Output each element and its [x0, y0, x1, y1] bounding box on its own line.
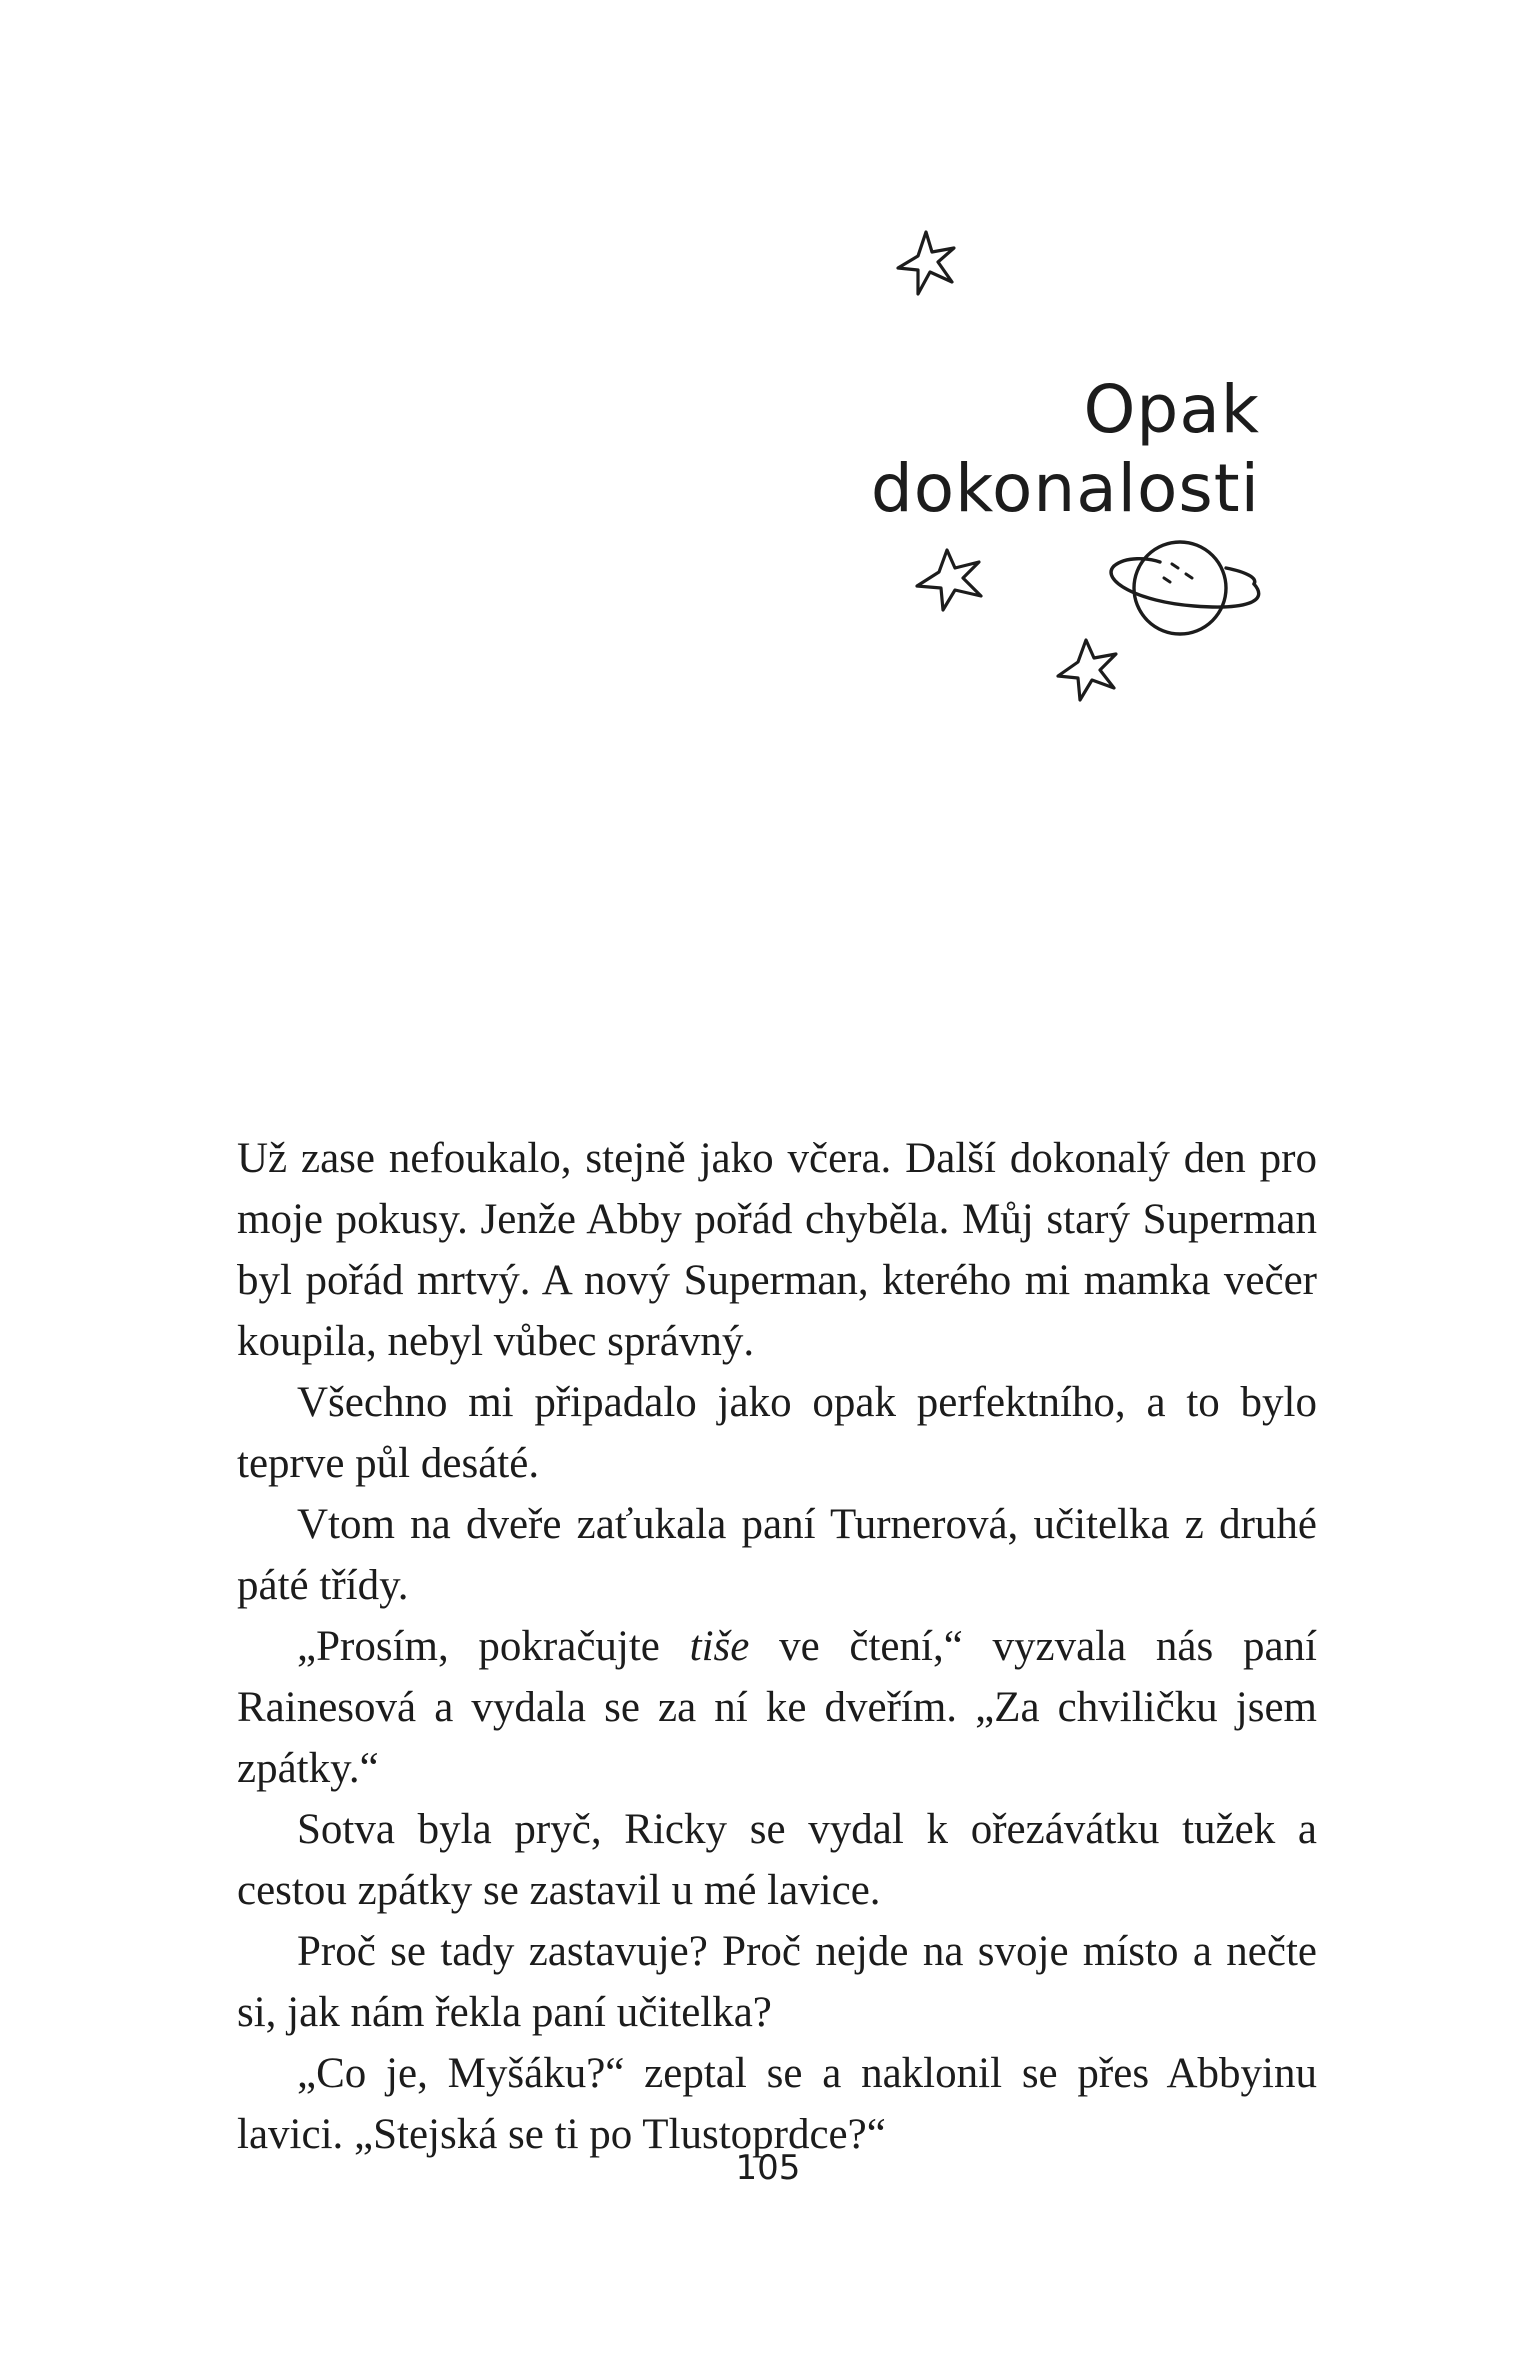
star-icon [888, 224, 968, 304]
chapter-body [237, 1128, 1317, 2165]
star-icon [1050, 632, 1130, 712]
star-icon [907, 540, 997, 620]
dialogue-text: ve čtení,“ vyzvala nás paní Rainesová a vydala se za ní ke dveřím. „Za chviličku jsem zpátky.“ [237, 1623, 1317, 1792]
paragraph: Proč se tady zastavuje? Proč nejde na svoje místo a nečte si, jak nám řekla paní učitelka? [237, 1928, 1317, 2036]
paragraph [237, 1616, 1317, 1799]
paragraph: „Co je, Myšáku?“ zeptal se a naklonil se přes Abbyinu lavici. „Stejská se ti po Tlustoprdce?“ [237, 2050, 1317, 2158]
page-number: 105 [735, 2148, 801, 2188]
paragraph: Už zase nefoukalo, stejně jako včera. Další dokonalý den pro moje pokusy. Jenže Abby pořád chyběla. Můj starý Superman byl pořád mrtvý. A nový Superman, kterého mi mamka večer koupila, nebyl vůbec správný. [237, 1135, 1317, 1365]
chapter-title: Opak dokonalosti [870, 371, 1260, 528]
paragraph: Vtom na dveře zaťukala paní Turnerová, učitelka z druhé páté třídy. [237, 1501, 1317, 1609]
emphasized-word: tiše [689, 1623, 750, 1670]
paragraph: Všechno mi připadalo jako opak perfektního, a to bylo teprve půl desáté. [237, 1379, 1317, 1487]
dialogue-text: „Prosím, pokračujte [297, 1623, 690, 1670]
paragraph: Sotva byla pryč, Ricky se vydal k ořezávátku tužek a cestou zpátky se zastavil u mé lavice. [237, 1806, 1317, 1914]
